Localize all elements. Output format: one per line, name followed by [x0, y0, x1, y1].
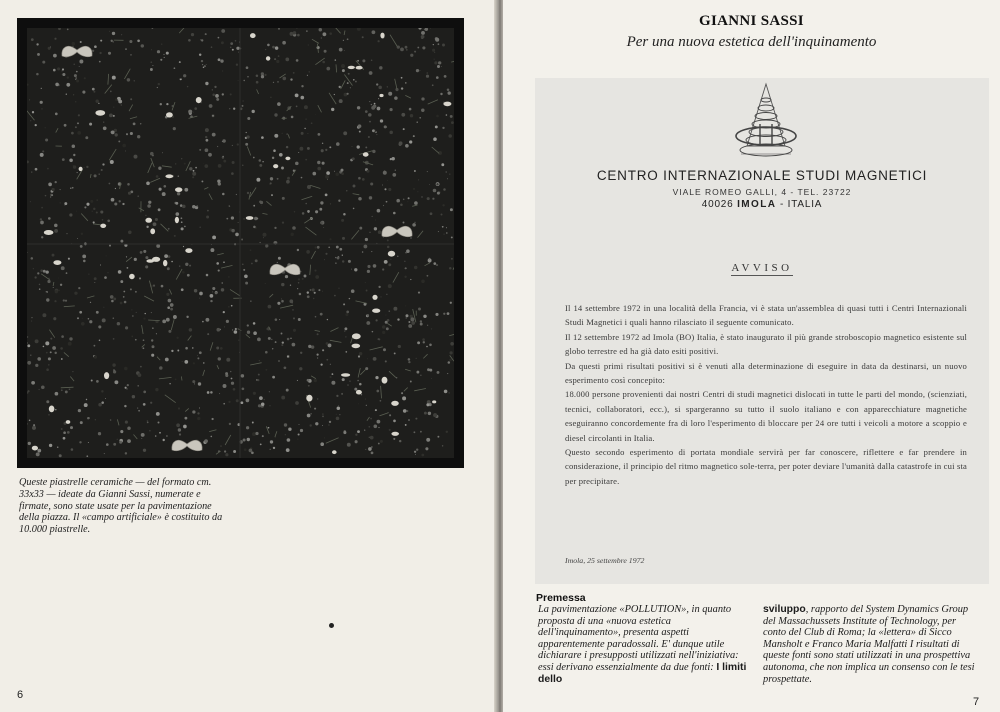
notice-paragraph: Questo secondo esperimento di portata mondiale servirà per far conoscere, riflettere e far prendere in considerazione, il principio del ritmo magnetico sole-terra, per poter deviare l'umanità dalla catastrofe in cui sta per precipitare.: [565, 447, 967, 486]
address-zip: 40026: [701, 199, 734, 210]
section-title: Premessa: [536, 592, 586, 604]
notice-heading: [535, 262, 989, 274]
photo-image: [27, 28, 454, 458]
notice-signature-date: Imola, 25 settembre 1972: [565, 556, 645, 565]
column-1-bold: I limiti dello: [538, 661, 747, 685]
gravel-texture: [27, 28, 454, 458]
notice-document: [535, 78, 989, 584]
notice-paragraph: Il 14 settembre 1972 in una località della Francia, vi è stata un'assemblea di quasi tutti i Centri Internazionali Studi Magnetici i quali hanno rilasciato il seguente comunicato.: [565, 303, 967, 328]
right-page: [503, 0, 1000, 712]
left-page: [0, 0, 497, 712]
text-column-2: [763, 604, 977, 685]
page-number-left: 6: [17, 689, 24, 701]
notice-heading-text: AVVISO: [731, 262, 793, 274]
address-line: VIALE ROMEO GALLI, 4 - TEL. 23722: [672, 187, 852, 197]
column-2-bold: sviluppo: [763, 604, 806, 615]
organization-name: CENTRO INTERNAZIONALE STUDI MAGNETICI: [596, 168, 928, 183]
column-1-text: La pavimentazione «POLLUTION», in quanto proposta di una «nuova estetica dell'inquinamento», presenta aspetti apparentemente paradossali. E' dunque utile dichiarare i presupposti utilizzati nell'iniziativa: essi derivano essenzialmente da due fonti:: [538, 604, 739, 673]
notice-paragraph: Da questi primi risultati positivi si è venuti alla determinazione di eseguire in data da destinarsi, un nuovo esperimento così concepito:: [565, 360, 967, 386]
ink-dot: [329, 623, 334, 628]
notice-body: [565, 301, 967, 488]
spiral-tower-logo: [725, 80, 807, 164]
column-2-text: , rapporto del System Dynamics Group del Massachussets Institute of Technology, per conto del Club di Roma; la «lettera» di Sicco Mansholt e Franco Maria Malfatti I risultati di queste fonti sono stati utilizzati in una prospettiva autonoma, che non implica un consenso con le tesi prospettate.: [763, 604, 975, 685]
page-number-right: 7: [973, 696, 980, 708]
address-country: - ITALIA: [779, 199, 823, 210]
photo-caption: Queste piastrelle ceramiche — del formato cm. 33x33 — ideate da Gianni Sassi, numerate e firmate, sono state usate per la pavimentazione della piazza. Il «campo artificiale» è costituito da 10.000 piastrelle.: [19, 477, 223, 536]
article-subtitle: Per una nuova estetica dell'inquinamento: [626, 34, 877, 50]
notice-paragraph: Il 12 settembre 1972 ad Imola (BO) Italia, è stato inaugurato il più grande stroboscopio magnetico esistente sul globo terrestre ed ha già dato esiti positivi.: [565, 331, 967, 357]
address-city: IMOLA: [737, 199, 777, 210]
address-city-line: [535, 199, 989, 210]
article-author: GIANNI SASSI: [699, 13, 804, 29]
notice-paragraph: 18.000 persone provenienti dai nostri Centri di studi magnetici dislocati in tutte le parti del mondo, (scienziati, tecnici, collaboratori, ecc.), si spargeranno su tutto il suolo italiano e con apparecchiature magnetiche eseguiranno concordemente fra di loro l'esperimento di bloccare per 24 ore tutti i veicoli a motore a scoppio e diesel circolanti in Italia.: [565, 389, 967, 443]
text-column-1: [538, 604, 750, 685]
tile-field-photo: [17, 18, 464, 468]
